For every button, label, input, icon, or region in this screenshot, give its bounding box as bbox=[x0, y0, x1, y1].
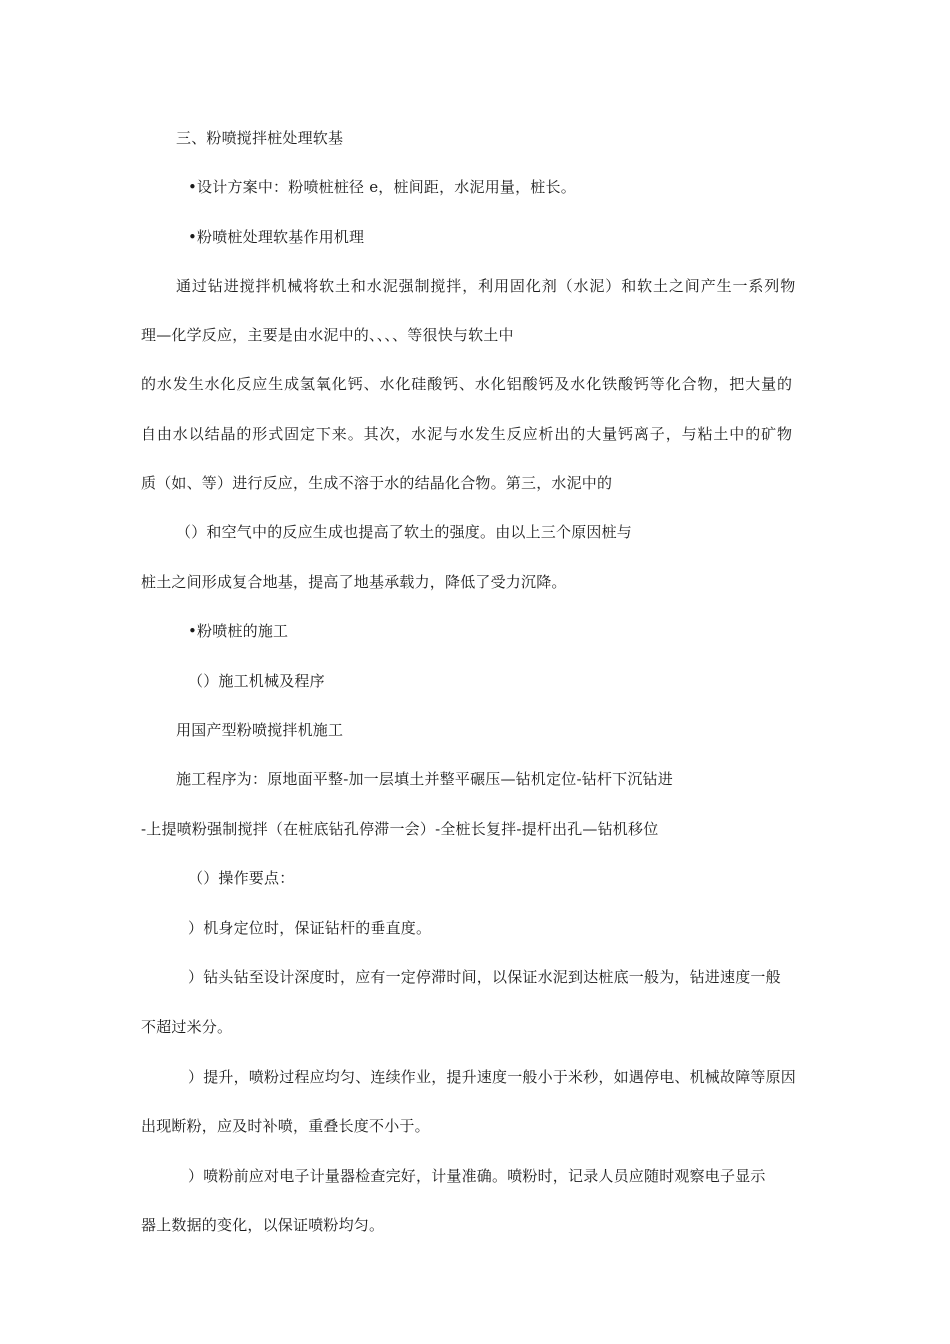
section-heading: 三、粉喷搅拌桩处理软基 bbox=[176, 129, 344, 147]
paragraph-line: 通过钻进搅拌机械将软土和水泥强制搅拌，利用固化剂（水泥）和软土之间产生一系列物 bbox=[176, 277, 797, 295]
paragraph-line: （）和空气中的反应生成也提高了软土的强度。由以上三个原因桩与 bbox=[176, 523, 633, 541]
list-item-continuation: 出现断粉，应及时补喷，重叠长度不小于。 bbox=[141, 1117, 430, 1135]
paragraph-line: 用国产型粉喷搅拌机施工 bbox=[176, 721, 344, 739]
bullet-construction: •粉喷桩的施工 bbox=[188, 622, 289, 640]
list-item-continuation: 不超过米分。 bbox=[141, 1018, 233, 1036]
list-item: ）提升，喷粉过程应均匀、连续作业，提升速度一般小于米秒，如遇停电、机械故障等原因 bbox=[188, 1068, 797, 1086]
list-item: ）喷粉前应对电子计量器检查完好，计量准确。喷粉时，记录人员应随时观察电子显示 bbox=[188, 1167, 766, 1185]
paragraph-line: 施工程序为：原地面平整-加一层填土并整平碾压—钻机定位-钻杆下沉钻进 bbox=[176, 770, 673, 788]
bullet-mechanism: •粉喷桩处理软基作用机理 bbox=[188, 228, 365, 246]
paragraph-line: -上提喷粉强制搅拌（在桩底钻孔停滞一会）-全桩长复拌-提杆出孔—钻机移位 bbox=[141, 820, 659, 838]
subheading-machinery: （）施工机械及程序 bbox=[188, 672, 325, 690]
paragraph-line: 的水发生水化反应生成氢氧化钙、水化硅酸钙、水化铝酸钙及水化铁酸钙等化合物，把大量的 bbox=[141, 375, 793, 393]
subheading-key-points: （）操作要点： bbox=[188, 869, 295, 887]
paragraph-line: 自由水以结晶的形式固定下来。其次，水泥与水发生反应析出的大量钙离子，与粘土中的矿物 bbox=[141, 425, 793, 443]
list-item: ）钻头钻至设计深度时，应有一定停滞时间，以保证水泥到达桩底一般为，钻进速度一般 bbox=[188, 968, 781, 986]
list-item-continuation: 器上数据的变化，以保证喷粉均匀。 bbox=[141, 1216, 385, 1234]
bullet-design-scheme: •设计方案中：粉喷桩桩径 e，桩间距，水泥用量，桩长。 bbox=[188, 178, 576, 196]
list-item: ）机身定位时，保证钻杆的垂直度。 bbox=[188, 919, 432, 937]
paragraph-line: 理—化学反应，主要是由水泥中的、、、、等很快与软土中 bbox=[141, 326, 514, 344]
paragraph-line: 质（如、等）进行反应，生成不溶于水的结晶化合物。第三，水泥中的 bbox=[141, 474, 613, 492]
paragraph-line: 桩土之间形成复合地基，提高了地基承载力，降低了受力沉降。 bbox=[141, 573, 567, 591]
